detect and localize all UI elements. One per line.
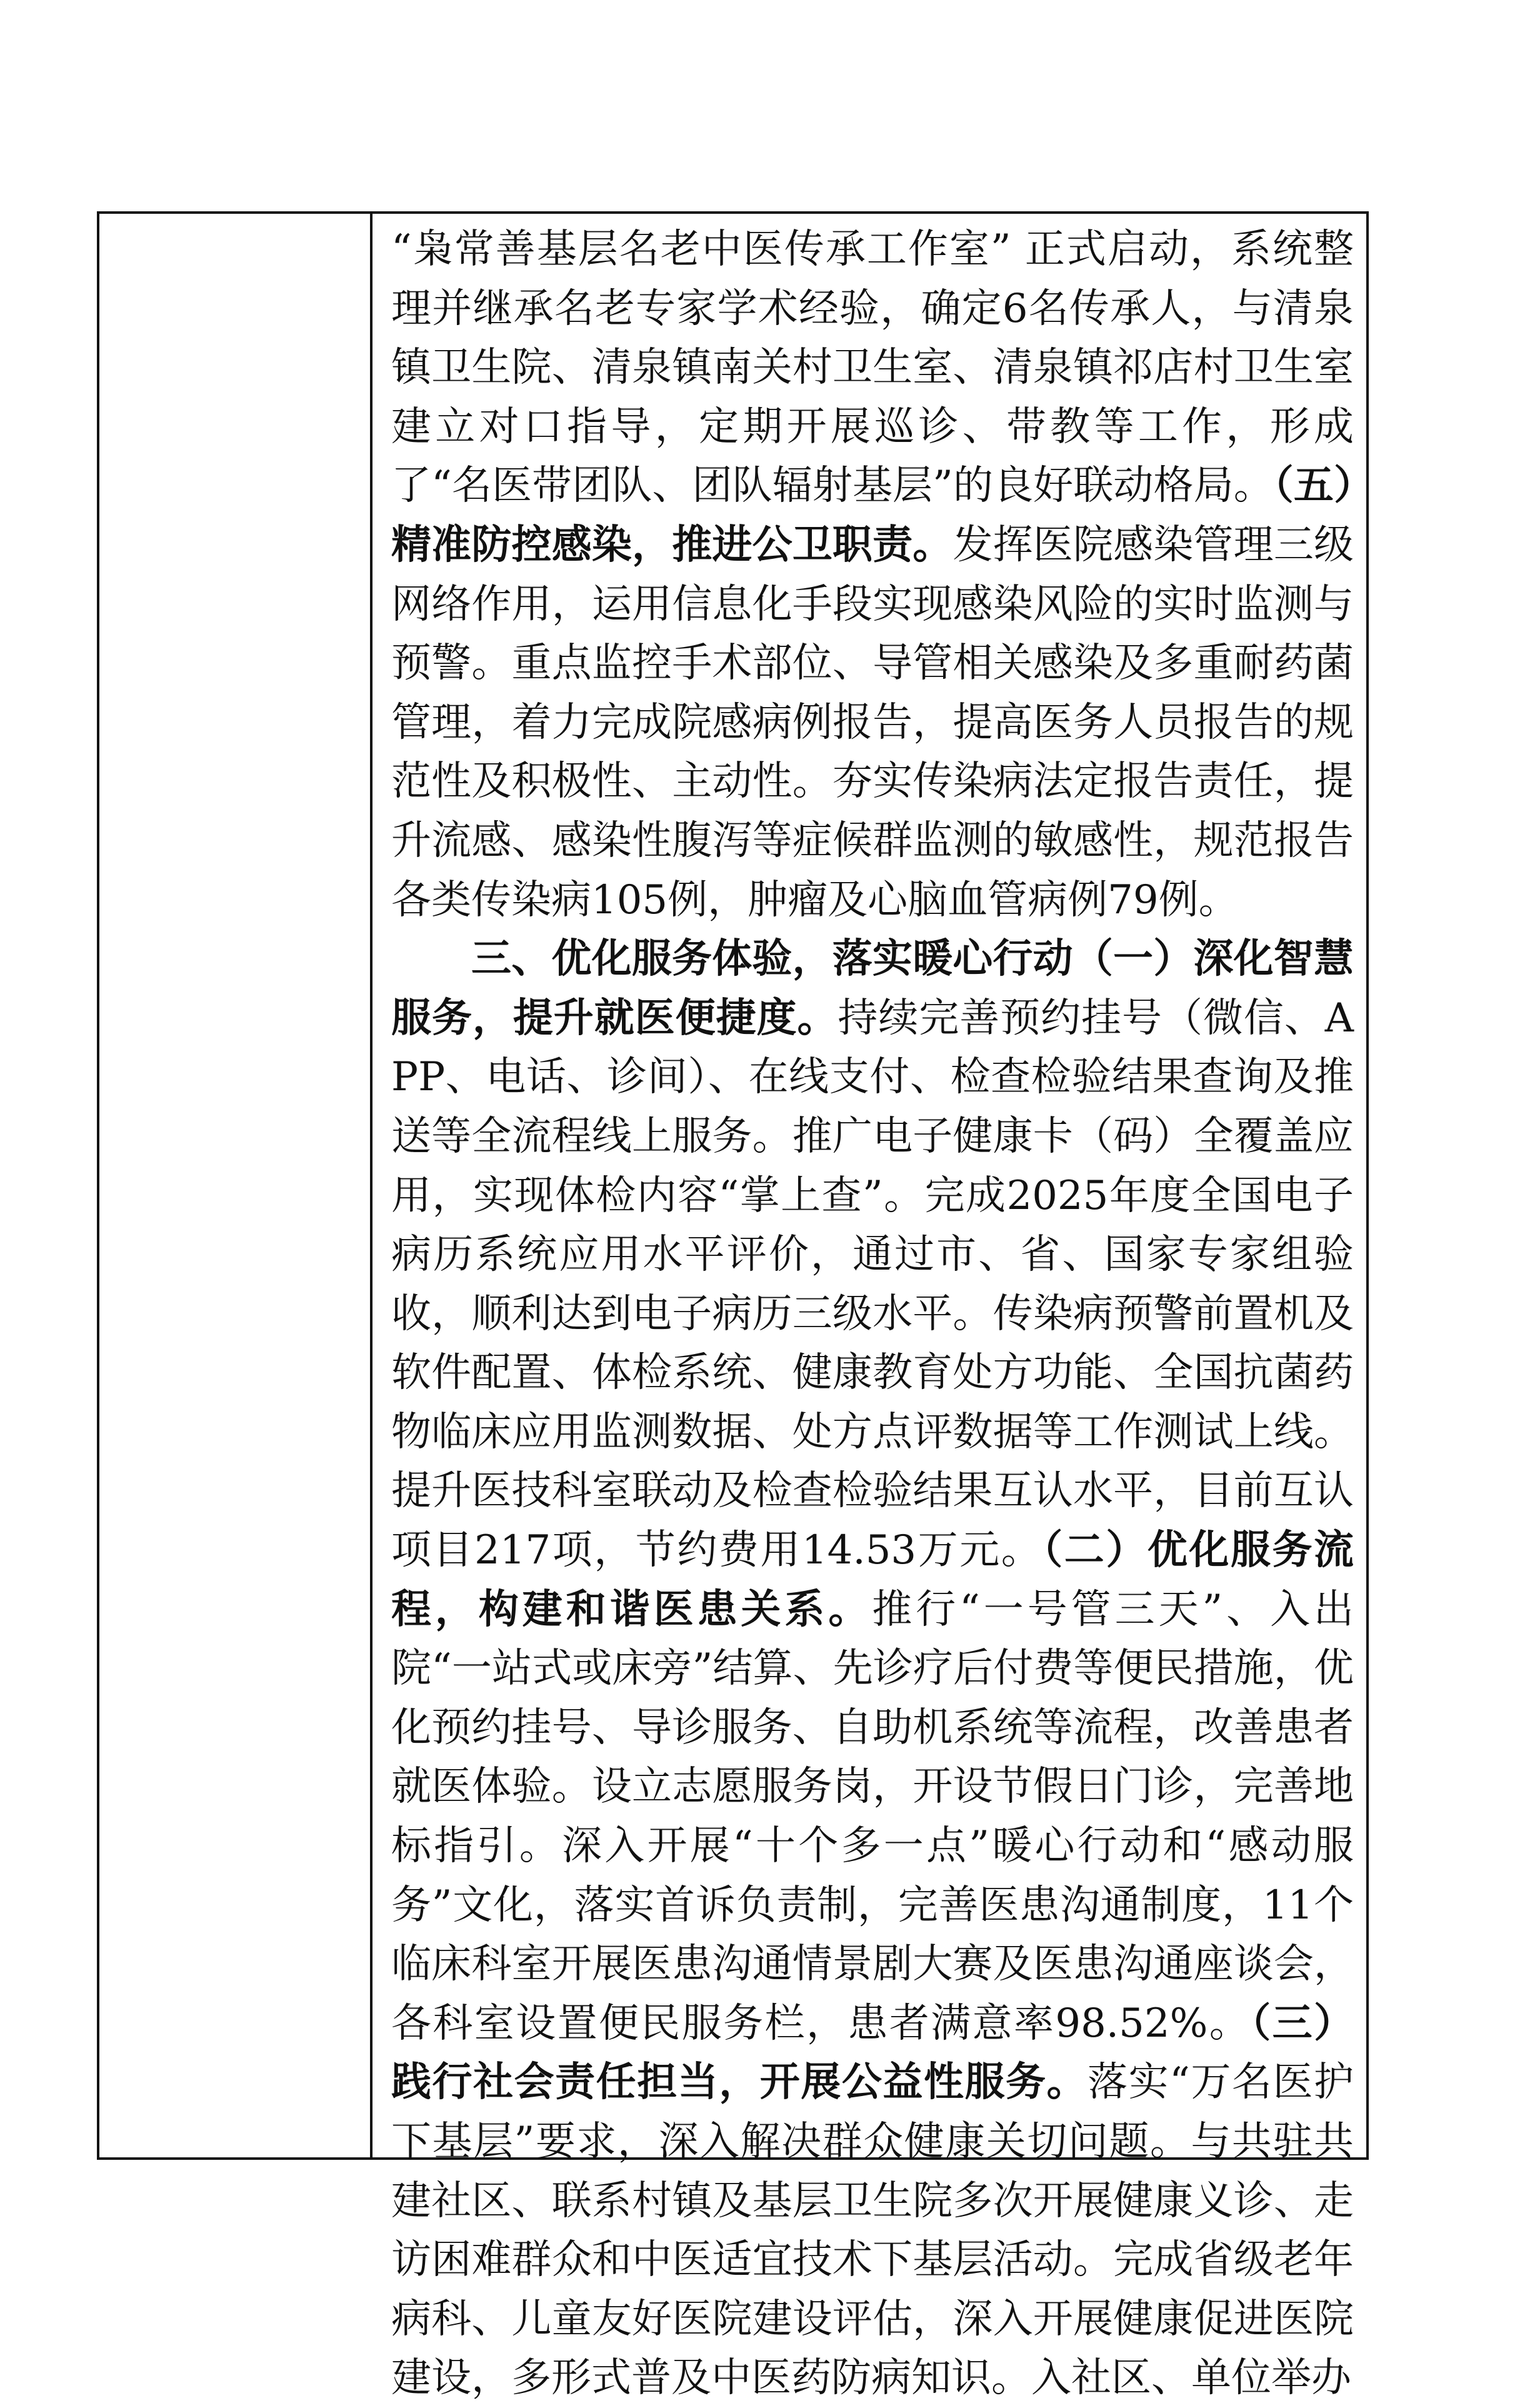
paragraph-1-run-1: “枭常善基层名老中医传承工作室” 正式启动，系统整理并继承名老专家学术经验，确定6名传承人，与清泉镇卫生院、清泉镇南关村卫生室、清泉镇祁店村卫生室建立对口指导，定期开展巡诊、带教等工作，形成了“名医带团队、团队辐射基层”的良好联动格局。 xyxy=(391,226,1354,509)
body-text xyxy=(391,220,1354,2408)
left-column-cell xyxy=(99,214,372,2157)
paragraph-1-run-3: 发挥医院感染管理三级网络作用，运用信息化手段实现感染风险的实时监测与预警。重点监控手术部位、导管相关感染及多重耐药菌管理，着力完成院感病例报告，提高医务人员报告的规范性及积极性、主动性。夯实传染病法定报告责任，提升流感、感染性腹泻等症候群监测的敏感性，规范报告各类传染病105例，肿瘤及心脑血管病例79例。 xyxy=(391,521,1354,923)
section-3-heading: 三、优化服务体验，落实暖心行动（一）深化智慧服务，提升就医便捷度。 xyxy=(391,935,1354,1041)
paragraph-1 xyxy=(391,220,1354,930)
paragraph-1-heading-5: （五）精准防控感染，推进公卫职责。 xyxy=(391,462,1354,568)
paragraph-2-run-6: 落实“万名医护下基层”要求，深入解决群众健康关切问题。与共驻共建社区、联系村镇及基层卫生院多次开展健康义诊、走访困难群众和中医适宜技术下基层活动。完成省级老年病科、儿童友好医院建设评估，深入开展健康促进医院建设，多形式普及中医药防病知识。入社区、单位举办 xyxy=(391,2059,1354,2402)
subsection-2-heading: （二）优化服务流程，构建和谐医患关系。 xyxy=(391,1527,1354,1633)
paragraph-2-run-4: 推行“一号管三天”、入出院“一站式或床旁”结算、先诊疗后付费等便民措施，优化预约挂号、导诊服务、自助机系统等流程，改善患者就医体验。设立志愿服务岗，开设节假日门诊，完善地标指引。深入开展“十个多一点”暖心行动和“感动服务”文化，落实首诉负责制，完善医患沟通制度，11个临床科室开展医患沟通情景剧大赛及医患沟通座谈会，各科室设置便民服务栏，患者满意率98.52%。 xyxy=(391,1586,1354,2047)
content-table xyxy=(97,211,1369,2402)
paragraph-2-run-2: 持续完善预约挂号（微信、APP、电话、诊间）、在线支付、检查检验结果查询及推送等全流程线上服务。推广电子健康卡（码）全覆盖应用，实现体检内容“掌上查”。完成2025年度全国电子病历系统应用水平评价，通过市、省、国家专家组验收，顺利达到电子病历三级水平。传染病预警前置机及软件配置、体检系统、健康教育处方功能、全国抗菌药物临床应用监测数据、处方点评数据等工作测试上线。提升医技科室联动及检查检验结果互认水平，目前互认项目217项，节约费用14.53万元。 xyxy=(391,995,1354,1574)
subsection-3-heading: （三）践行社会责任担当，开展公益性服务。 xyxy=(391,1999,1354,2106)
right-column-cell xyxy=(372,214,1369,2402)
paragraph-2 xyxy=(391,930,1354,2408)
